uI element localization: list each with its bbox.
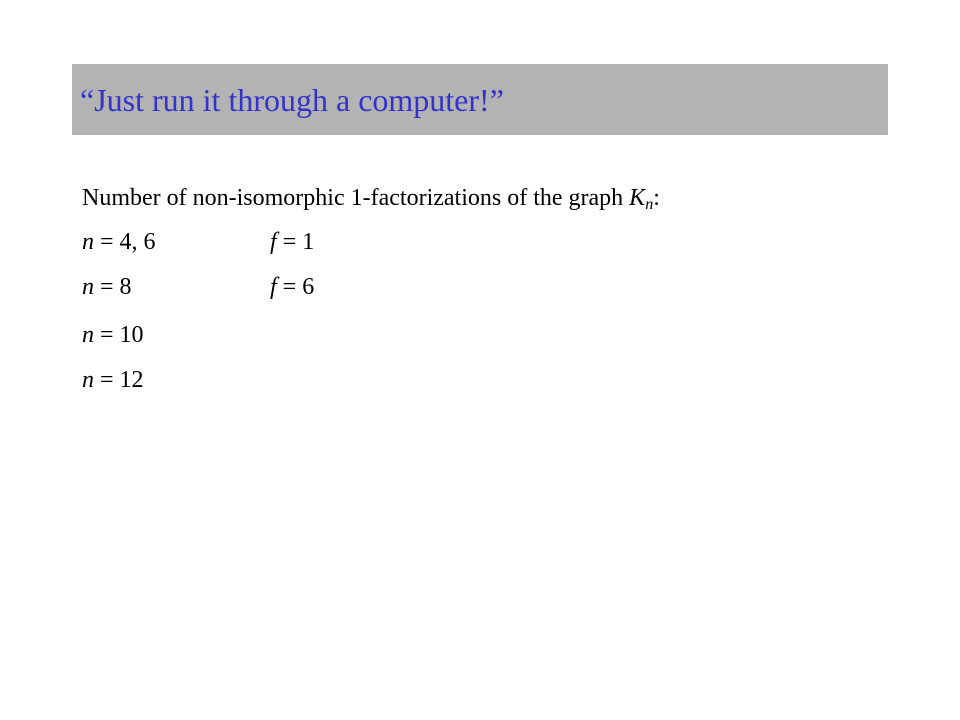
f-row-2 bbox=[270, 272, 314, 302]
n-variable: n bbox=[82, 367, 94, 393]
n-row-3 bbox=[82, 320, 144, 350]
n-row-2 bbox=[82, 272, 132, 302]
slide-title: “Just run it through a computer!” bbox=[80, 82, 504, 118]
n-row-4 bbox=[82, 365, 144, 395]
f-value: = 1 bbox=[276, 229, 315, 255]
n-row-1 bbox=[82, 227, 156, 257]
intro-text: Number of non-isomorphic 1-factorizations of the graph bbox=[82, 185, 630, 211]
f-row-1 bbox=[270, 227, 314, 257]
intro-line bbox=[82, 183, 660, 213]
n-value: = 4, 6 bbox=[94, 229, 156, 255]
graph-subscript: n bbox=[645, 196, 654, 213]
f-value: = 6 bbox=[276, 274, 315, 300]
n-variable: n bbox=[82, 274, 94, 300]
intro-end: : bbox=[653, 185, 660, 211]
graph-symbol: K bbox=[629, 185, 646, 211]
n-value: = 12 bbox=[94, 367, 144, 393]
n-variable: n bbox=[82, 229, 94, 255]
n-value: = 8 bbox=[94, 274, 132, 300]
f-variable: f bbox=[270, 229, 277, 255]
n-variable: n bbox=[82, 322, 94, 348]
f-variable: f bbox=[270, 274, 277, 300]
n-value: = 10 bbox=[94, 322, 144, 348]
